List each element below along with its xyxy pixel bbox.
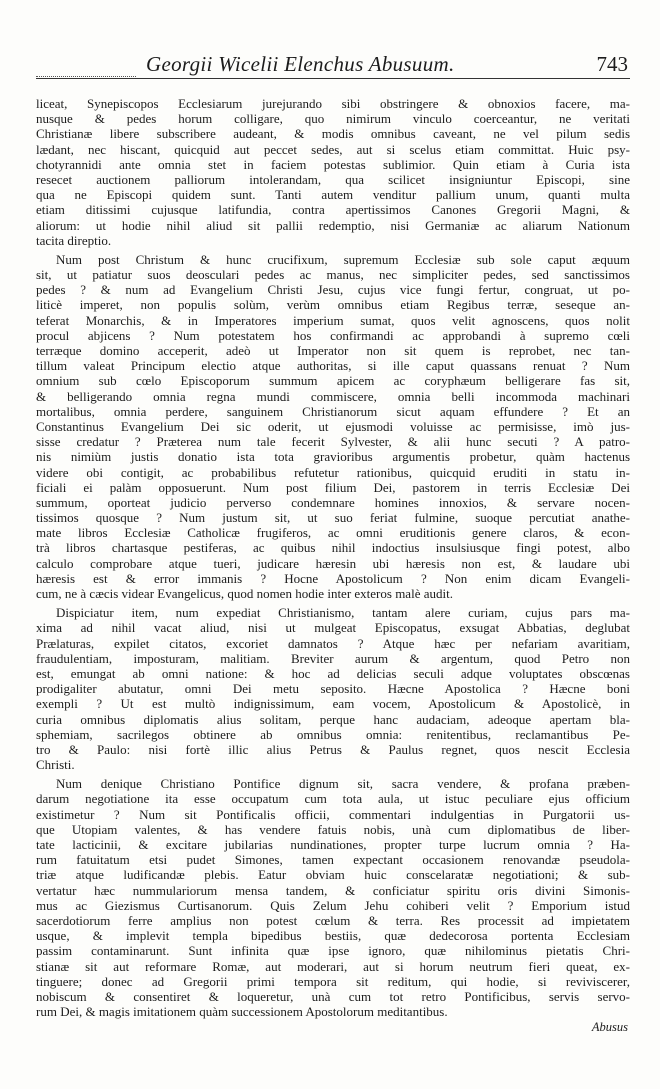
running-title: Georgii Wicelii Elenchus Abusuum.: [146, 52, 455, 76]
text-line: mortalibus, omnia perdere, sanguinem Christianorum sicut aquam effundere ? Et an: [36, 403, 630, 419]
text-line: omnium sub cœlo Episcoporum summum apicem ac coryphæum belligerare fas sit,: [36, 373, 630, 389]
text-line: triæ atque ludificandæ plebis. Eatur obviam huic conscelaratæ negotiationi; & sub-: [36, 867, 630, 883]
text-line: procul abjicens ? Num potestatem hos confirmandi ac approbandi à supremo cœli: [36, 327, 630, 343]
text-line: qua ne Episcopi quidem sunt. Tanti autem venditur pallium unum, quanti multa: [36, 187, 630, 203]
header-dotted-rule: [36, 76, 136, 77]
text-line: sacerdotiorum ferre amplius non potest cœlum & terra. Res processit ad impietatem: [36, 912, 630, 928]
text-line: est, emungat ab omni natione: & hoc ad delicias seculi adque voluptates obscœnas: [36, 665, 630, 681]
text-line: aliorum: ut hodie nihil aliud sit pallii redemptio, nisi Germaniæ ac aliarum Nationum: [36, 217, 630, 233]
text-line: tate lacticinii, & excitare jubilarias nundinationes, propter turpe lucrum omnia ? Ha-: [36, 837, 630, 852]
text-line: etiam ditissimi cujusque latifundia, contra apertissimos Canones Gregorii Magni, &: [36, 202, 630, 218]
page-number: 743: [596, 52, 628, 76]
text-line: mus ac Giezismus Curtisanorum. Quis Zelum Jehu cohiberi velit ? Emporium istud: [36, 897, 630, 913]
text-line: videre obi contigit, ac probabilibus refutetur rationibus, quicquid eruditi in statu in-: [36, 464, 630, 480]
text-line: tissimos quosque ? Num justum sit, ut suo feriat fulmine, suoque percutiat anathe-: [36, 510, 630, 526]
text-line: usque, & implevit templa bipedibus bestiis, quæ dedecorosa portenta Ecclesiam: [36, 928, 630, 944]
text-line: trà libros chartasque pestiferas, ac quibus nihil indoctius insulsiusque fingi potest, albo: [36, 540, 630, 556]
text-line: darum negotiatione ita esse occupatum cum tota aula, ut istuc peculiare ejus officium: [36, 791, 630, 807]
text-line: Num post Christum & hunc crucifixum, supremum Ecclesiæ sub sole caput æquum: [56, 251, 630, 267]
text-line: liticè imperet, non populis solùm, verùm omnibus etiam Regibus terræ, seseque an-: [36, 297, 630, 313]
text-line: tillum valeat Principum electio atque authoritas, si ille caput quassans renuat ? Num: [36, 358, 630, 374]
text-line: Christianæ libere subscribere audeant, & modis omnibus caveant, ne vel pilum sedis: [36, 126, 630, 142]
text-line: vertatur hæc nummulariorum mensa tandem, & conficiatur spiritu oris divini Simonis-: [36, 882, 630, 898]
text-line: Dispiciatur item, num expediat Christianismo, tantam alere curiam, cujus pars ma-: [56, 605, 630, 621]
text-line: Constantinus Evangelium Dei sic oderit, ut ejusmodi voluisse ac permisisse, imò jus-: [36, 418, 630, 434]
text-line: nis nimiùm justis donatio ista tota gravioribus argumentis probetur, quàm hactenus: [36, 449, 630, 465]
text-line: chotyrannidi ante omnia stet in faciem potestas sublimior. Quin etiam à Curia ista: [36, 156, 630, 172]
text-line: Prælaturas, expilet citatos, excoriet damnatos ? Atque hæc per nefariam avaritiam,: [36, 635, 630, 651]
paragraph: [36, 605, 630, 772]
text-line: rum Dei, & magis imitationem quàm successionem Apostolorum meditantibus.: [36, 1004, 448, 1020]
text-line: rum fatuitatum etsi pudet Simones, tamen expectant occasionem renovandæ pseudola-: [36, 852, 630, 868]
header-rule: [36, 78, 630, 79]
text-line: mate libros Ecclesiæ Catholicæ frugiferos, ac omni eruditionis genere claros, & econ-: [36, 525, 630, 541]
text-line: xima ad nihil vacat aliud, nisi ut mulgeat Episcopatus, exsugat Abbatias, deglubat: [36, 620, 630, 636]
text-line: & belligerando omnia regna mundi commiscere, omnia belli incommoda machinari: [36, 388, 630, 404]
text-line: nusque & pedes horum colligare, quo nimirum vinculo coerceantur, ne veritati: [36, 111, 630, 127]
paragraph: [36, 96, 630, 248]
text-line: pedes ? & num ad Evangelium Christi Jesu, cujus vice fungi fertur, congruat, ut po-: [36, 282, 630, 298]
text-line: que Utopiam valentes, & has vendere fatuis nobis, unà cum diplomatibus de liber-: [36, 821, 630, 837]
text-line: liceat, Synepiscopos Ecclesiarum jurejurando sibi obstringere & obnoxios facere, ma-: [36, 96, 630, 111]
text-line: lædant, nec hiscant, quicquid aut peccet sedes, aut si scelus etiam committat. Huic psy-: [36, 141, 630, 157]
text-line: sit, ut patiatur suos deosculari pedes ac manus, nec simpliciter pedes, sed sanctissimos: [36, 267, 630, 283]
text-line: sisse credatur ? Præterea num tale fecerit Sylvester, & alii hunc secuti ? A patro-: [36, 434, 630, 450]
text-line: tacita direptio.: [36, 232, 112, 248]
text-line: stianæ sit aut reformare Romæ, aut moderari, aut si horum neutrum fieri queat, ex-: [36, 958, 630, 974]
catchword: Abusus: [591, 1020, 628, 1034]
text-line: summum, oporteat judicio perverso condemnare homines innoxios, & servare nocen-: [36, 494, 630, 510]
text-line: prodigaliter abutatur, omni Dei metu seposito. Hæcne Apostolica ? Hæcne boni: [36, 681, 630, 697]
text-line: calculo comprobare atque tueri, judicare hæresin ubi hæresis non est, & laudare ubi: [36, 555, 630, 571]
text-line: Christi.: [36, 757, 75, 773]
text-line: terræque domino acceperit, adeò ut Imperator non sit quem is reprobet, nec tan-: [36, 343, 630, 358]
text-line: teferat Monarchis, & in Imperatores imperium sumat, quos velit agnoscens, quos nolit: [36, 312, 630, 328]
text-line: ficiali ei palàm opposuerunt. Num post filium Dei, pastorem in terris Ecclesiæ Dei: [36, 479, 630, 495]
paragraph: [36, 776, 630, 1019]
text-line: existimetur ? Num sit Pontificalis officii, commentari indulgentias in Purgatorii us-: [36, 806, 630, 822]
text-line: nobiscum & consentiret & loqueretur, unà cum tot retro Pontificibus, servis servo-: [36, 988, 630, 1004]
text-line: tinguere; donec ad Gregorii primi tempora sit reditum, qui hodie, si reviviscerer,: [36, 973, 630, 989]
running-header: [36, 50, 630, 78]
text-line: hæresis est & error immanis ? Hocne Apostolicum ? Non enim dicam Evangeli-: [36, 570, 630, 586]
text-line: Num denique Christiano Pontifice dignum sit, sacra vendere, & profana præben-: [56, 776, 630, 792]
text-line: exempli ? Ut est multò indignissimum, eam vocem, Apostolicum & Apostolicè, in: [36, 696, 630, 712]
text-line: curia omnibus diplomatis alius solitam, perque hanc audaciam, adeoque apertam bla-: [36, 711, 630, 727]
text-line: sphemiam, sacrilegos obtinere ab omnibus omnia: renitentibus, reclamantibus Pe-: [36, 726, 630, 742]
text-line: passim contaminarunt. Sunt infinita quæ ipse ignoro, quæ nihilominus pietatis Chri-: [36, 943, 630, 959]
paragraph: [36, 252, 630, 601]
text-line: fraudulentiam, imposturam, malitiam. Breviter aurum & argentum, quod Petro non: [36, 650, 630, 666]
text-line: cum, ne à cæcis videar Evangelicus, quod nomen hodie inter exteros malè audit.: [36, 586, 453, 601]
text-line: tro & Paulo: nisi fortè illic alius Petrus & Paulus regnet, quos nescit Ecclesia: [36, 741, 630, 757]
main-text: [36, 96, 630, 1019]
text-line: resecet auctionem palliorum intolerandam, qua scilicet insigniuntur Episcopi, sine: [36, 171, 630, 187]
